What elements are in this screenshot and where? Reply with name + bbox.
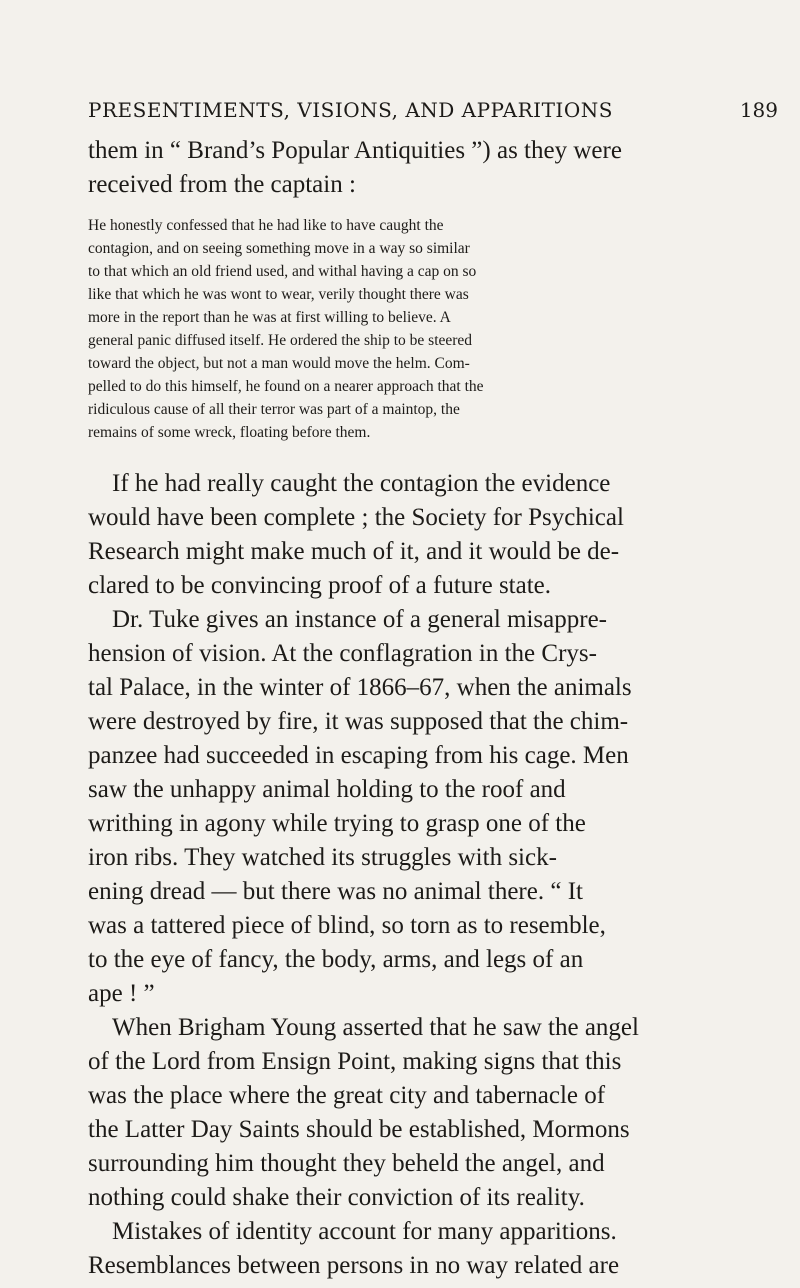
body-line-8: were destroyed by fire, it was supposed that the chim-	[88, 708, 629, 735]
quote-line-10: remains of some wreck, floating before them.	[88, 424, 371, 441]
body-line-15: to the eye of fancy, the body, arms, and legs of an	[88, 946, 584, 973]
body-line-6: hension of vision. At the conflagration in the Crys-	[88, 640, 597, 667]
body-line-23: Mistakes of identity account for many apparitions.	[112, 1218, 617, 1245]
body-line-19: was the place where the great city and tabernacle of	[88, 1082, 606, 1109]
quote-line-1: He honestly confessed that he had like to have caught the	[88, 217, 444, 234]
body-line-22: nothing could shake their conviction of its reality.	[88, 1184, 585, 1211]
body-line-2: would have been complete ; the Society for Psychical	[88, 504, 624, 531]
body-line-20: the Latter Day Saints should be established, Mormons	[88, 1116, 630, 1143]
body-line-10: saw the unhappy animal holding to the roof and	[88, 776, 566, 803]
body-line-13: ening dread — but there was no animal there. “ It	[88, 878, 583, 905]
body-line-3: Research might make much of it, and it would be de-	[88, 538, 620, 565]
body-line-16: ape ! ”	[88, 980, 155, 1007]
page-header	[88, 94, 778, 126]
running-title: PRESENTIMENTS, VISIONS, AND APPARITIONS	[88, 98, 613, 122]
body-line-7: tal Palace, in the winter of 1866–67, when the animals	[88, 674, 632, 701]
body-line-5: Dr. Tuke gives an instance of a general misappre-	[112, 606, 608, 633]
body-line-18: of the Lord from Ensign Point, making signs that this	[88, 1048, 622, 1075]
quote-line-4: like that which he was wont to wear, verily thought there was	[88, 286, 469, 303]
quote-line-2: contagion, and on seeing something move in a way so similar	[88, 240, 470, 257]
quote-line-6: general panic diffused itself. He ordered the ship to be steered	[88, 332, 473, 349]
quote-line-8: pelled to do this himself, he found on a nearer approach that the	[88, 378, 484, 395]
quote-line-9: ridiculous cause of all their terror was part of a maintop, the	[88, 401, 460, 418]
body-line-24: Resemblances between persons in no way related are	[88, 1252, 620, 1279]
body-line-12: iron ribs. They watched its struggles with sick-	[88, 844, 557, 871]
quote-line-3: to that which an old friend used, and withal having a cap on so	[88, 263, 477, 280]
body-line-4: clared to be convincing proof of a future state.	[88, 572, 552, 599]
intro-line-1: them in “ Brand’s Popular Antiquities ”) as they were	[88, 137, 622, 164]
page-number: 189	[739, 98, 778, 122]
body-line-1: If he had really caught the contagion the evidence	[112, 470, 611, 497]
quote-line-5: more in the report than he was at first willing to believe. A	[88, 309, 451, 326]
body-line-11: writhing in agony while trying to grasp one of the	[88, 810, 586, 837]
body-line-14: was a tattered piece of blind, so torn as to resemble,	[88, 912, 606, 939]
body-line-17: When Brigham Young asserted that he saw the angel	[112, 1014, 639, 1041]
body-line-21: surrounding him thought they beheld the angel, and	[88, 1150, 605, 1177]
quote-line-7: toward the object, but not a man would move the helm. Com-	[88, 355, 470, 372]
body-line-9: panzee had succeeded in escaping from his cage. Men	[88, 742, 629, 769]
intro-line-2: received from the captain :	[88, 171, 356, 198]
